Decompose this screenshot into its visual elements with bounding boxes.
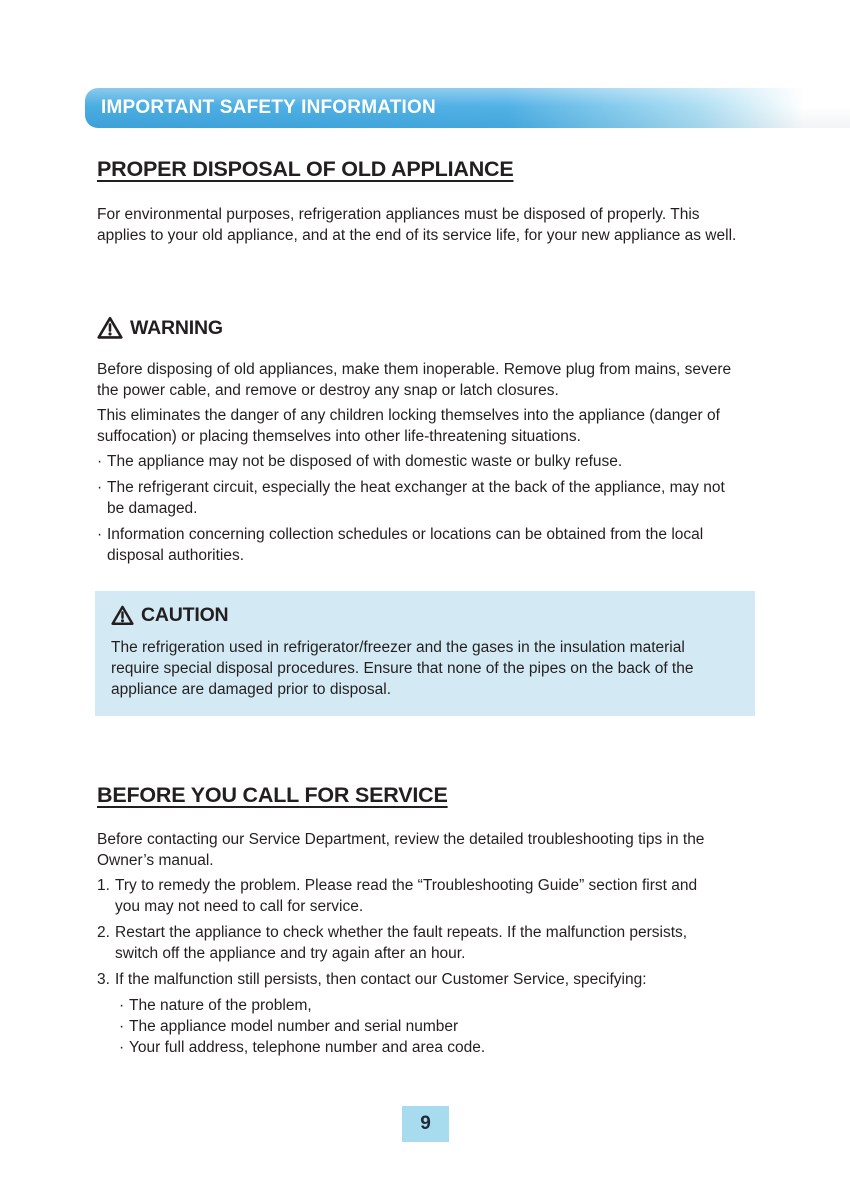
- bullet-marker: ·: [119, 997, 125, 1014]
- section-header-bar: [85, 88, 850, 128]
- list-item: [97, 524, 745, 566]
- page-number-box: [402, 1106, 449, 1142]
- bullet-marker: ·: [119, 1018, 125, 1035]
- section-header-title: IMPORTANT SAFETY INFORMATION: [101, 97, 436, 118]
- step-text: Try to remedy the problem. Please read the “Troubleshooting Guide” section first and you may not need to call for service.: [115, 877, 698, 915]
- step-text: If the malfunction still persists, then contact our Customer Service, specifying:: [115, 971, 647, 988]
- warning-paragraph: This eliminates the danger of any children locking themselves into the appliance (danger of suffocation) or placing themselves into other life-threatening situations.: [97, 407, 720, 445]
- caution-text: The refrigeration used in refrigerator/freezer and the gases in the insulation material require special disposal procedures. Ensure that none of the pipes on the back of the appliance are damaged prior to disposal.: [111, 639, 694, 698]
- bullet-marker: ·: [97, 526, 103, 543]
- list-item: [97, 451, 745, 472]
- caution-box: [95, 591, 755, 716]
- caution-label: CAUTION: [141, 604, 229, 626]
- service-intro-text: Before contacting our Service Department, review the detailed troubleshooting tips in the Owner’s manual.: [97, 831, 705, 869]
- caution-triangle-icon: [111, 605, 134, 626]
- list-item-text: The appliance model number and serial number: [129, 1018, 459, 1035]
- step-number: 2.: [97, 924, 110, 941]
- service-section-title: BEFORE YOU CALL FOR SERVICE: [97, 783, 448, 807]
- step-item: [97, 875, 709, 917]
- step3-sub-bullets: [119, 995, 709, 1058]
- step-number: 1.: [97, 877, 110, 894]
- bullet-marker: ·: [97, 479, 103, 496]
- warning-label: WARNING: [130, 316, 223, 339]
- list-item: [119, 995, 709, 1016]
- bullet-marker: ·: [119, 1039, 125, 1056]
- page-number: 9: [420, 1113, 431, 1134]
- warning-heading: [97, 316, 223, 340]
- warning-bullet-list: [97, 451, 745, 571]
- step-text: Restart the appliance to check whether the fault repeats. If the malfunction persists, switch off the appliance and try again after an hour.: [115, 924, 688, 962]
- step-number: 3.: [97, 971, 110, 988]
- step-item: [97, 922, 709, 964]
- list-item: [119, 1037, 709, 1058]
- list-item-text: Your full address, telephone number and area code.: [129, 1039, 486, 1056]
- list-item-text: The appliance may not be disposed of with domestic waste or bulky refuse.: [107, 453, 623, 470]
- disposal-intro-text: For environmental purposes, refrigeration appliances must be disposed of properly. This applies to your old appliance, and at the end of its service life, for your new appliance as well.: [97, 206, 737, 244]
- list-item: [97, 477, 745, 519]
- step-item: [97, 969, 709, 990]
- warning-paragraph: Before disposing of old appliances, make them inoperable. Remove plug from mains, severe the power cable, and remove or destroy any snap or latch closures.: [97, 361, 732, 399]
- caution-heading: [111, 604, 739, 627]
- service-steps-list: [97, 875, 709, 1058]
- warning-triangle-icon: [97, 316, 123, 340]
- list-item-text: The refrigerant circuit, especially the heat exchanger at the back of the appliance, may not be damaged.: [107, 479, 725, 517]
- list-item: [119, 1016, 709, 1037]
- list-item-text: Information concerning collection schedules or locations can be obtained from the local disposal authorities.: [107, 526, 704, 564]
- bullet-marker: ·: [97, 453, 103, 470]
- list-item-text: The nature of the problem,: [129, 997, 312, 1014]
- disposal-section-title: PROPER DISPOSAL OF OLD APPLIANCE: [97, 157, 514, 181]
